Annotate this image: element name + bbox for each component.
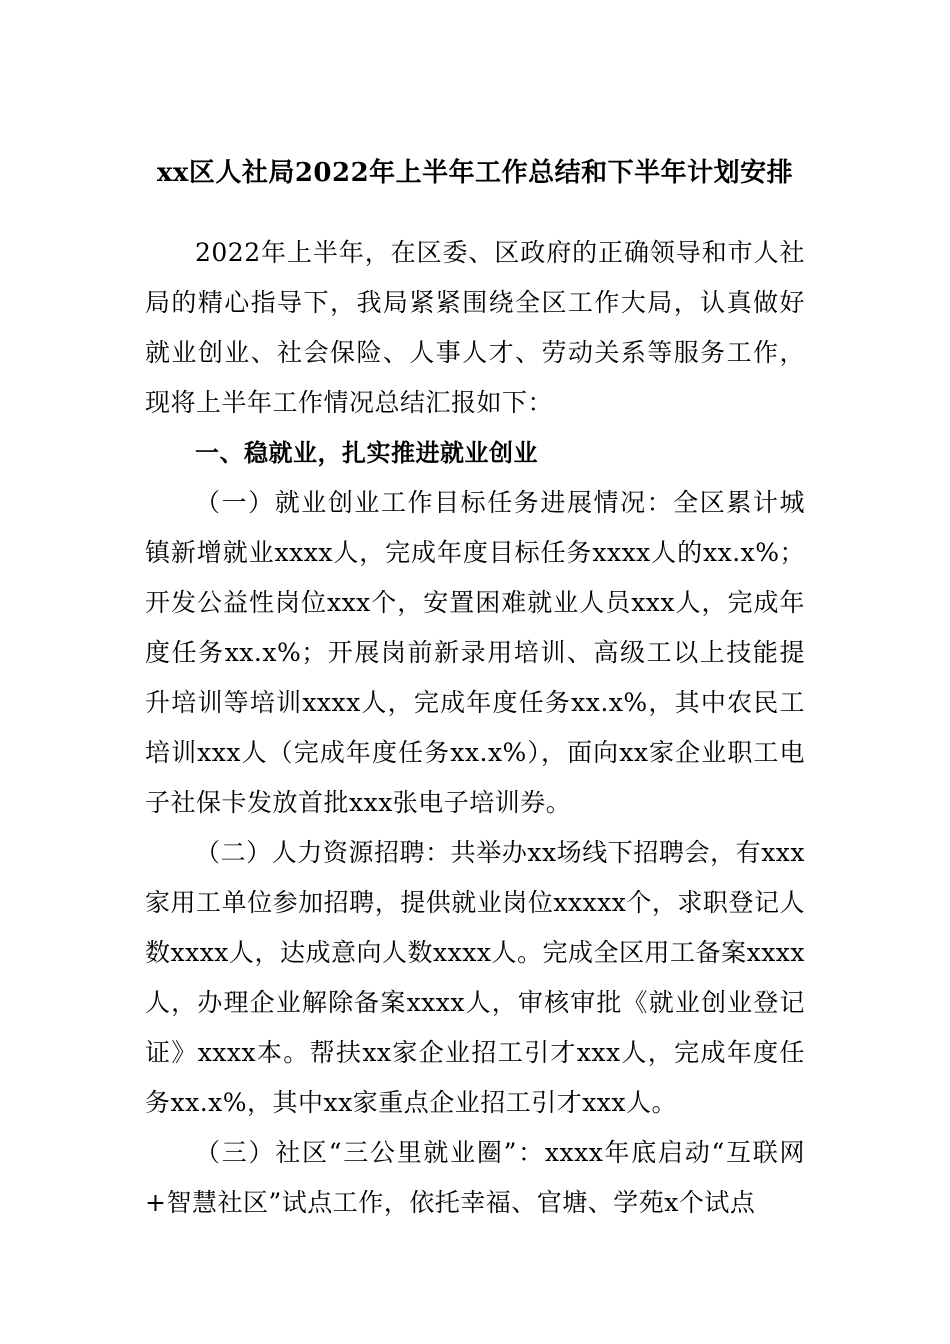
section-heading: 一、稳就业，扎实推进就业创业 bbox=[195, 439, 538, 467]
document-title: xx区人社局2022年上半年工作总结和下半年计划安排 bbox=[156, 158, 794, 188]
paragraph-item-1: （一）就业创业工作目标任务进展情况：全区累计城镇新增就业xxxx人，完成年度目标任务xxxx人的xx.x%；开发公益性岗位xxx个，安置困难就业人员xxx人，完成年度任务xx.x%；开展岗前新录用培训、高级工以上技能提升培训等培训xxxx人，完成年度任务xx.x%，其中农民工培训xxx人（完成年度任务xx.x%），面向xx家企业职工电子社保卡发放首批xxx张电子培训券。 bbox=[145, 488, 805, 817]
paragraph-item-2: （二）人力资源招聘：共举办xx场线下招聘会，有xxx家用工单位参加招聘，提供就业岗位xxxxx个，求职登记人数xxxx人，达成意向人数xxxx人。完成全区用工备案xxxx人，办理企业解除备案xxxx人，审核审批《就业创业登记证》xxxx本。帮扶xx家企业招工引才xxx人，完成年度任务xx.x%，其中xx家重点企业招工引才xxx人。 bbox=[145, 838, 805, 1117]
document-body bbox=[145, 228, 805, 1228]
paragraph-item-3: （三）社区“三公里就业圈”：xxxx年底启动“互联网+智慧社区”试点工作，依托幸福、官塘、学苑x个试点 bbox=[145, 1138, 805, 1217]
intro-paragraph: 2022年上半年，在区委、区政府的正确领导和市人社局的精心指导下，我局紧紧围绕全区工作大局，认真做好就业创业、社会保险、人事人才、劳动关系等服务工作，现将上半年工作情况总结汇报如下： bbox=[145, 238, 805, 417]
